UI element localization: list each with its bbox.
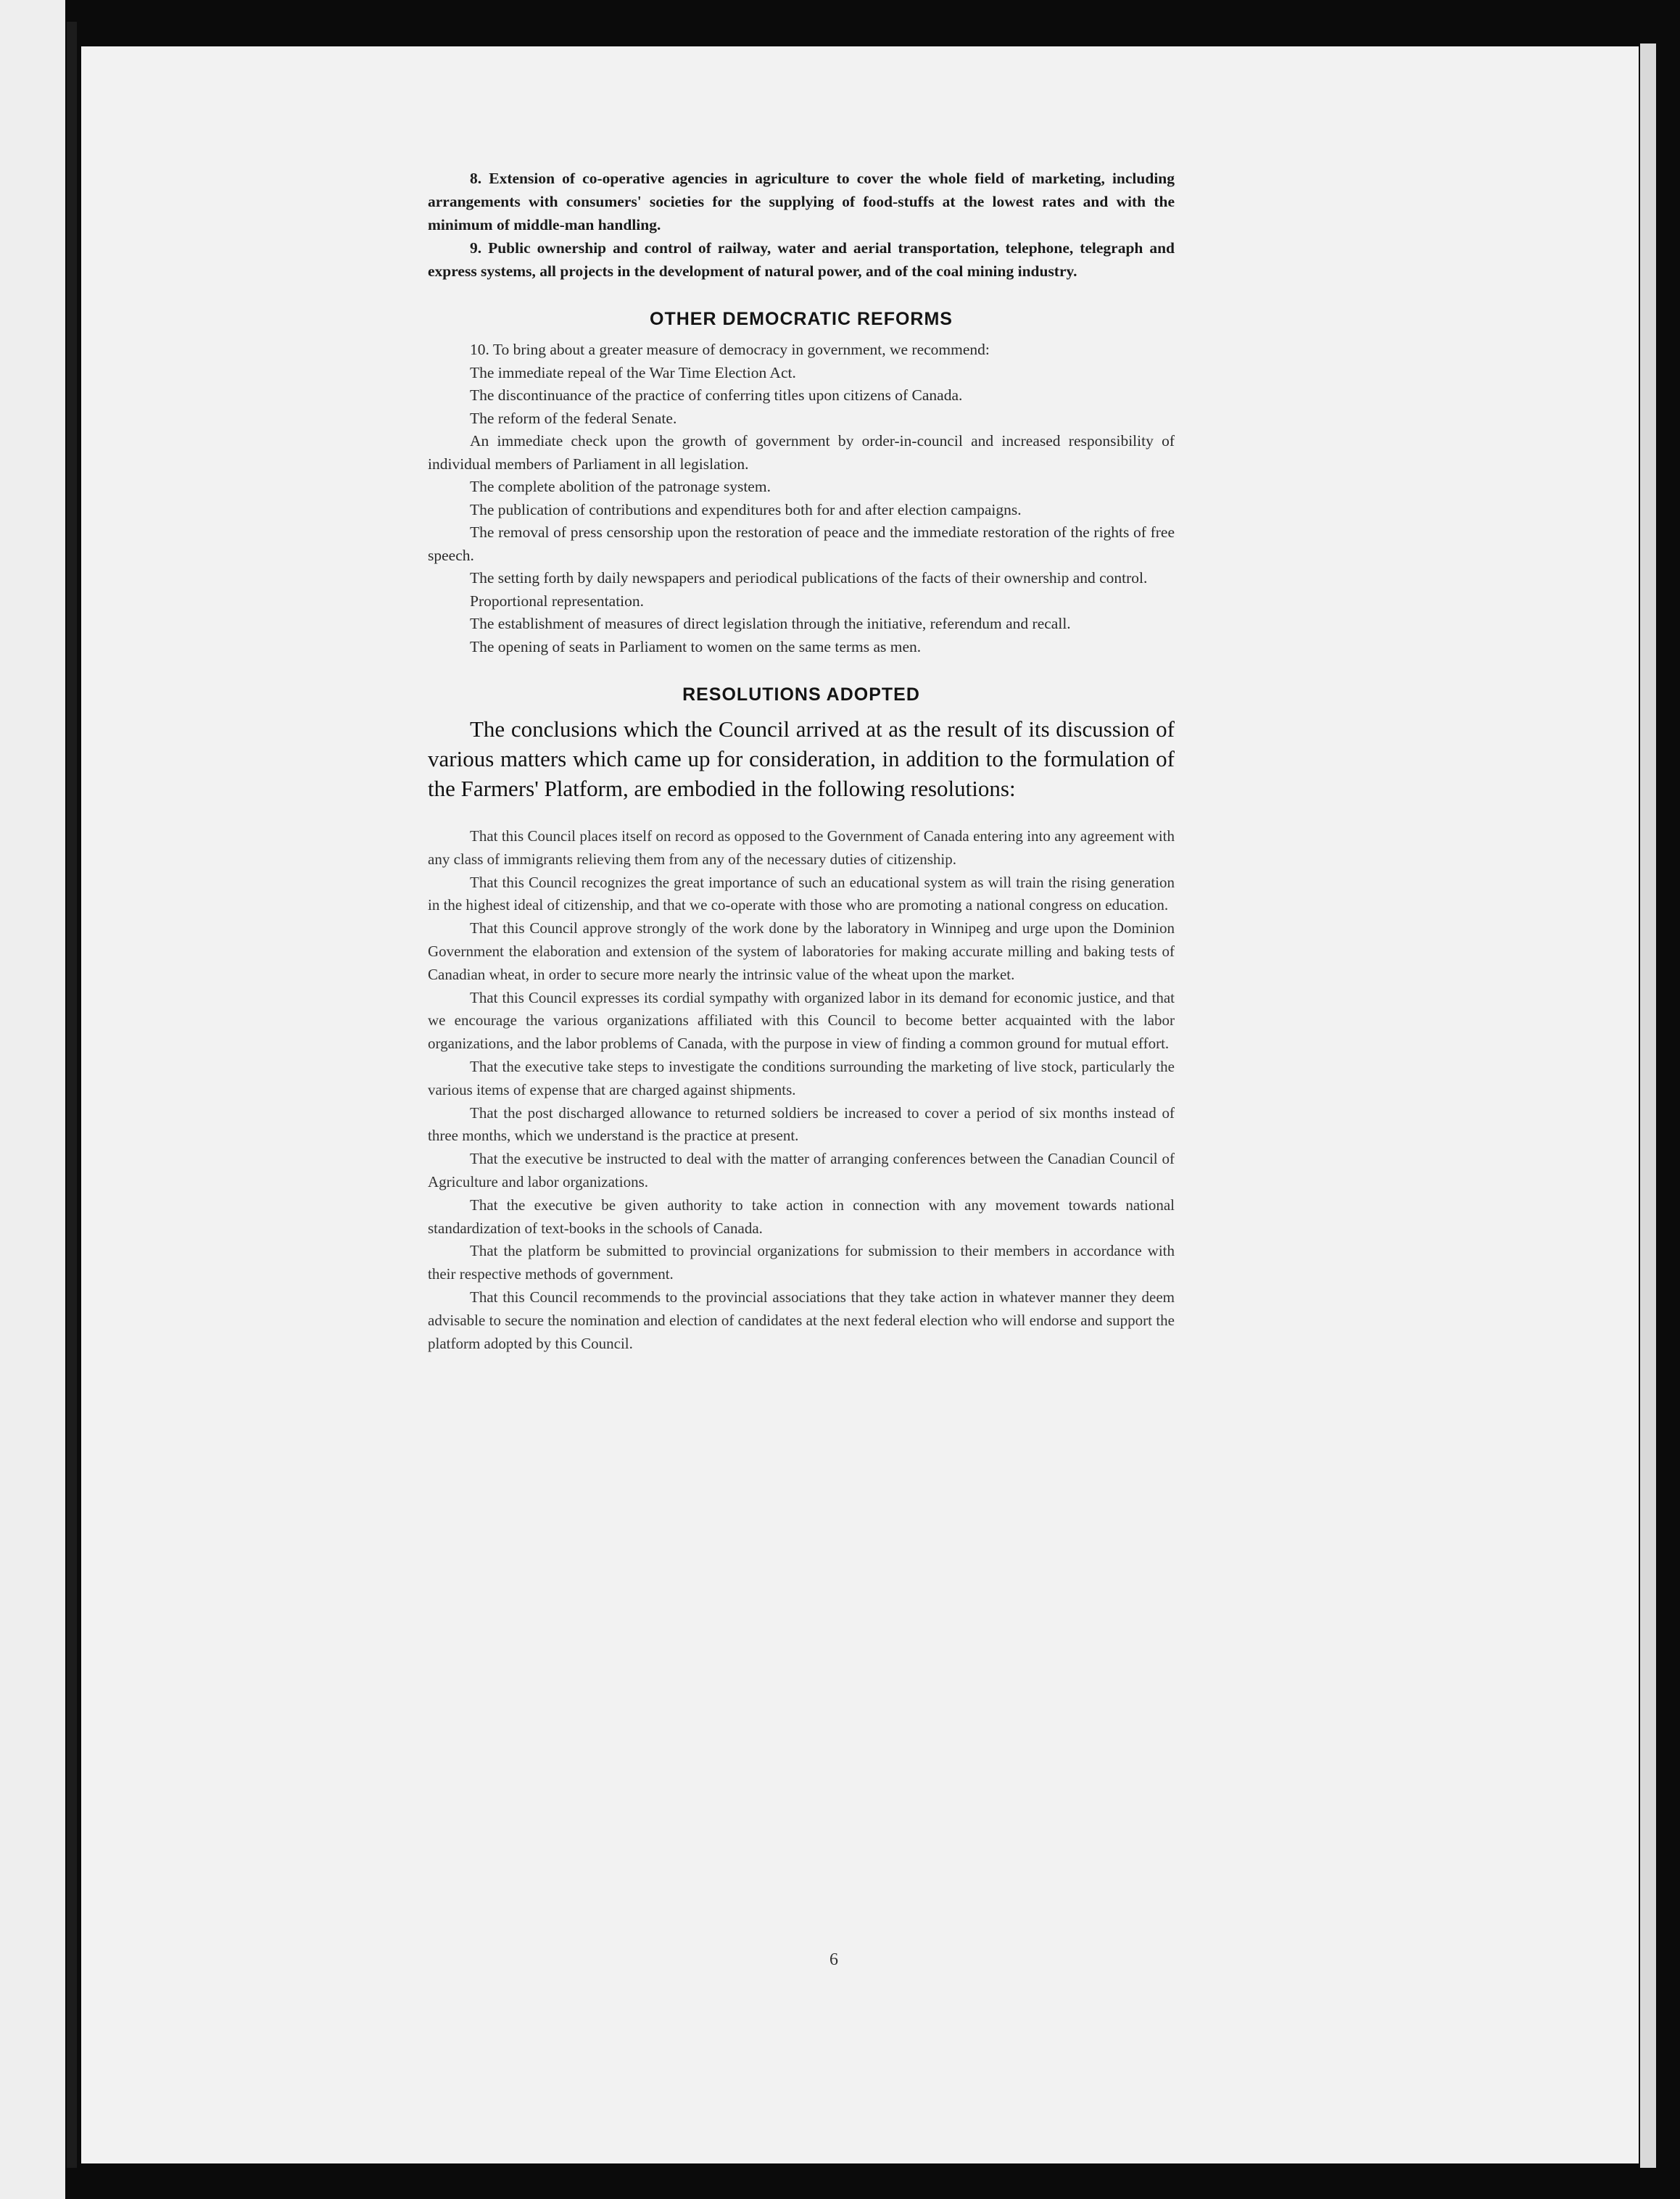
reform-item: The discontinuance of the practice of conferring titles upon citizens of Canada.	[470, 386, 963, 404]
resolutions-intro: The conclusions which the Council arrived at as the result of its discussion of various matters which came up for consideration, in addition to the formulation of the Farmers' Platform, are embodied in the following resolutions:	[428, 716, 1175, 801]
reform-item: An immediate check upon the growth of government by order-in-council and increased responsibility of individual members of Parliament in all legislation.	[428, 432, 1175, 473]
reform-item: The publication of contributions and expenditures both for and after election campaigns.	[470, 500, 1022, 518]
resolution-item: That the executive take steps to investigate the conditions surrounding the marketing of live stock, particularly the various items of expense that are charged against shipments.	[428, 1057, 1175, 1098]
previous-page-edge	[0, 0, 65, 2199]
reform-item: The setting forth by daily newspapers and periodical publications of the facts of their ownership and control.	[470, 569, 1148, 587]
resolution-item: That this Council expresses its cordial sympathy with organized labor in its demand for economic justice, and that we encourage the various organizations affiliated with this Council to become better acquainted with the labor organizations, and the labor problems of Canada, with the purpose in view of finding a common ground for mutual effort.	[428, 988, 1175, 1053]
heading-other-democratic-reforms: OTHER DEMOCRATIC REFORMS	[650, 309, 953, 329]
reform-item: The removal of press censorship upon the restoration of peace and the immediate restoration of the rights of free speech.	[428, 523, 1175, 564]
paragraph-9: 9. Public ownership and control of railway, water and aerial transportation, telephone, telegraph and express systems, all projects in the development of natural power, and of the coal mining industry.	[428, 239, 1175, 280]
resolution-item: That this Council approve strongly of the work done by the laboratory in Winnipeg and urge upon the Dominion Government the elaboration and extension of the system of laboratories for making accurate milling and baking tests of Canadian wheat, in order to secure more nearly the intrinsic value of the wheat upon the market.	[428, 919, 1175, 983]
reform-item: The opening of seats in Parliament to women on the same terms as men.	[470, 637, 922, 655]
paragraph-8: 8. Extension of co-operative agencies in agriculture to cover the whole field of marketing, including arrangements with consumers' societies for the supplying of food-stuffs at the lowest rates and with the minimum of middle-man handling.	[428, 170, 1175, 233]
page-right-edge	[1640, 44, 1656, 2168]
reform-item: The complete abolition of the patronage system.	[470, 478, 771, 495]
resolution-item: That this Council recommends to the provincial associations that they take action in whatever manner they deem advisable to secure the nomination and election of candidates at the next federal election who will endorse and support the platform adopted by this Council.	[428, 1288, 1175, 1352]
paragraph-10: 10. To bring about a greater measure of democracy in government, we recommend:	[470, 341, 990, 358]
resolution-item: That the executive be given authority to take action in connection with any movement towards national standardization of text-books in the schools of Canada.	[428, 1196, 1175, 1237]
reform-item: The reform of the federal Senate.	[470, 409, 677, 427]
resolution-item: That the platform be submitted to provincial organizations for submission to their members in accordance with their respective methods of government.	[428, 1242, 1175, 1283]
resolution-item: That the executive be instructed to deal with the matter of arranging conferences between the Canadian Council of Agriculture and labor organizations.	[428, 1150, 1175, 1190]
reform-item: Proportional representation.	[470, 592, 645, 610]
resolution-item: That this Council recognizes the great importance of such an educational system as will train the rising generation in the highest ideal of citizenship, and that we co-operate with those who are promoting a national congress on education.	[428, 873, 1175, 914]
binding-line	[67, 22, 77, 2168]
resolution-item: That this Council places itself on record as opposed to the Government of Canada entering into any agreement with any class of immigrants relieving them from any of the necessary duties of citizenship.	[428, 827, 1175, 868]
heading-resolutions-adopted: RESOLUTIONS ADOPTED	[682, 684, 920, 705]
text-column	[428, 167, 1175, 1355]
reform-item: The immediate repeal of the War Time Election Act.	[470, 363, 796, 381]
reform-item: The establishment of measures of direct legislation through the initiative, referendum and recall.	[470, 615, 1071, 632]
page-number: 6	[829, 1950, 838, 1969]
resolution-item: That the post discharged allowance to returned soldiers be increased to cover a period of six months instead of three months, which we understand is the practice at present.	[428, 1103, 1175, 1145]
